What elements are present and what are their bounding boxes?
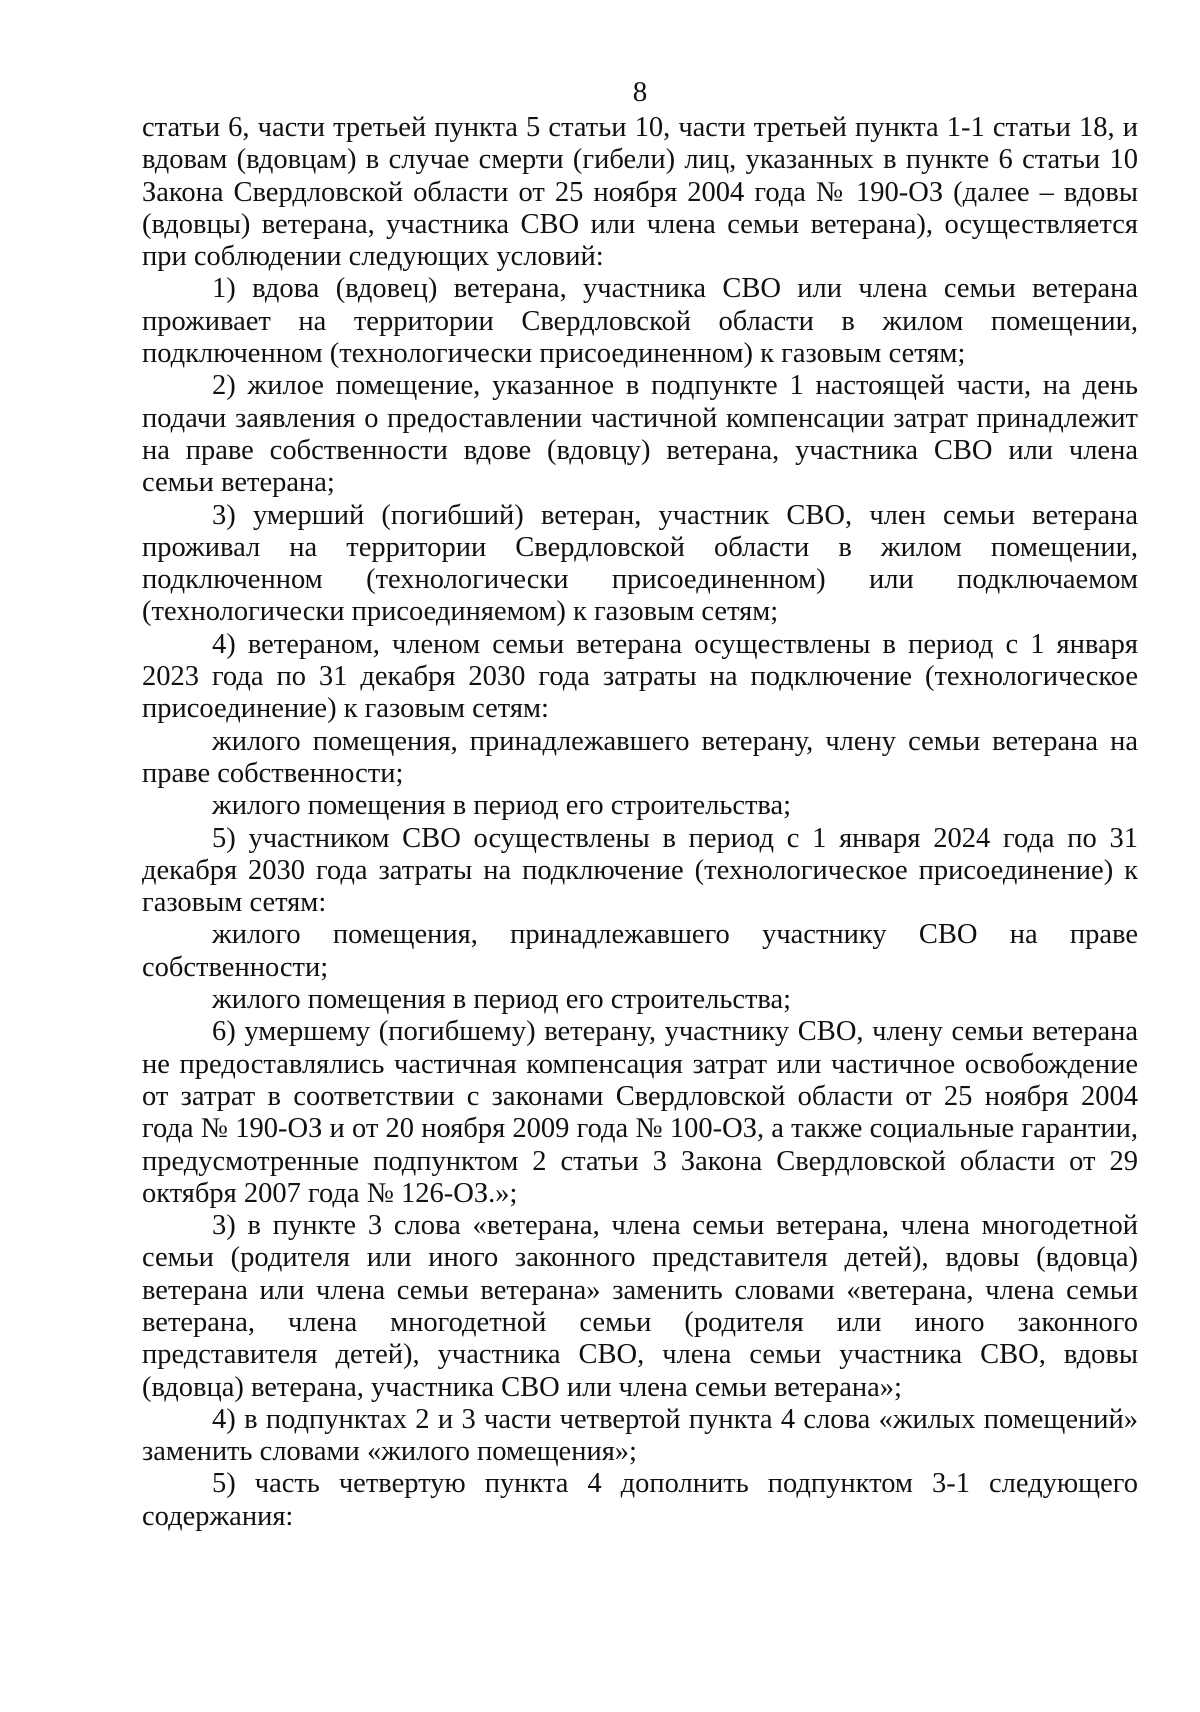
paragraph-condition-4-item-b: жилого помещения в период его строительства; xyxy=(212,790,792,822)
page-number: 8 xyxy=(632,76,648,108)
paragraph-condition-5: 5) участником СВО осуществлены в период с 1 января 2024 года по 31 декабря 2030 года затраты на подключение (технологическое присоединение) к газовым сетям: xyxy=(142,822,1138,919)
paragraph-condition-3: 3) умерший (погибший) ветеран, участник СВО, член семьи ветерана проживал на территории Свердловской области в жилом помещении, подключенном (технологически присоединенном) или подключаемом (технологически присоединяемом) к газовым сетям; xyxy=(142,499,1138,628)
paragraph-condition-6: 6) умершему (погибшему) ветерану, участнику СВО, члену семьи ветерана не предоставлялись частичная компенсация затрат или частичное освобождение от затрат в соответствии с законами Свердловской области от 25 ноября 2004 года № 190-ОЗ и от 20 ноября 2009 года № 100-ОЗ, а также социальные гарантии, предусмотренные подпунктом 2 статьи 3 Закона Свердловской области от 29 октября 2007 года № 126-ОЗ.»; xyxy=(142,1016,1138,1209)
paragraph-condition-5-item-b: жилого помещения в период его строительства; xyxy=(212,984,792,1016)
paragraph-condition-5-item-a: жилого помещения, принадлежавшего участнику СВО на праве собственности; xyxy=(142,919,1138,983)
paragraph-condition-1: 1) вдова (вдовец) ветерана, участника СВО или члена семьи ветерана проживает на территории Свердловской области в жилом помещении, подключенном (технологически присоединенном) к газовым сетям; xyxy=(142,273,1138,370)
paragraph-amendment-3: 3) в пункте 3 слова «ветерана, члена семьи ветерана, члена многодетной семьи (родителя или иного законного представителя детей), вдовы (вдовца) ветерана или члена семьи ветерана» заменить словами «ветерана, члена семьи ветерана, члена многодетной семьи (родителя или иного законного представителя детей), участника СВО, члена семьи участника СВО, вдовы (вдовца) ветерана, участника СВО или члена семьи ветерана»; xyxy=(142,1210,1138,1403)
paragraph-amendment-4: 4) в подпунктах 2 и 3 части четвертой пункта 4 слова «жилых помещений» заменить словами «жилого помещения»; xyxy=(142,1403,1138,1468)
paragraph-amendment-5: 5) часть четвертую пункта 4 дополнить подпунктом 3-1 следующего содержания: xyxy=(142,1468,1138,1532)
paragraph-condition-4-item-a: жилого помещения, принадлежавшего ветерану, члену семьи ветерана на праве собственности; xyxy=(142,725,1138,789)
paragraph-intro-continuation: статьи 6, части третьей пункта 5 статьи 10, части третьей пункта 1-1 статьи 18, и вдовам (вдовцам) в случае смерти (гибели) лиц, указанных в пункте 6 статьи 10 Закона Свердловской области от 25 ноября 2004 года № 190-ОЗ (далее – вдовы (вдовцы) ветерана, участника СВО или члена семьи ветерана), осуществляется при соблюдении следующих условий: xyxy=(142,112,1138,273)
paragraph-condition-4: 4) ветераном, членом семьи ветерана осуществлены в период с 1 января 2023 года по 31 декабря 2030 года затраты на подключение (технологическое присоединение) к газовым сетям: xyxy=(142,628,1138,725)
document-body xyxy=(142,112,1138,1533)
paragraph-condition-2: 2) жилое помещение, указанное в подпункте 1 настоящей части, на день подачи заявления о предоставлении частичной компенсации затрат принадлежит на праве собственности вдове (вдовцу) ветерана, участника СВО или члена семьи ветерана; xyxy=(142,370,1138,499)
